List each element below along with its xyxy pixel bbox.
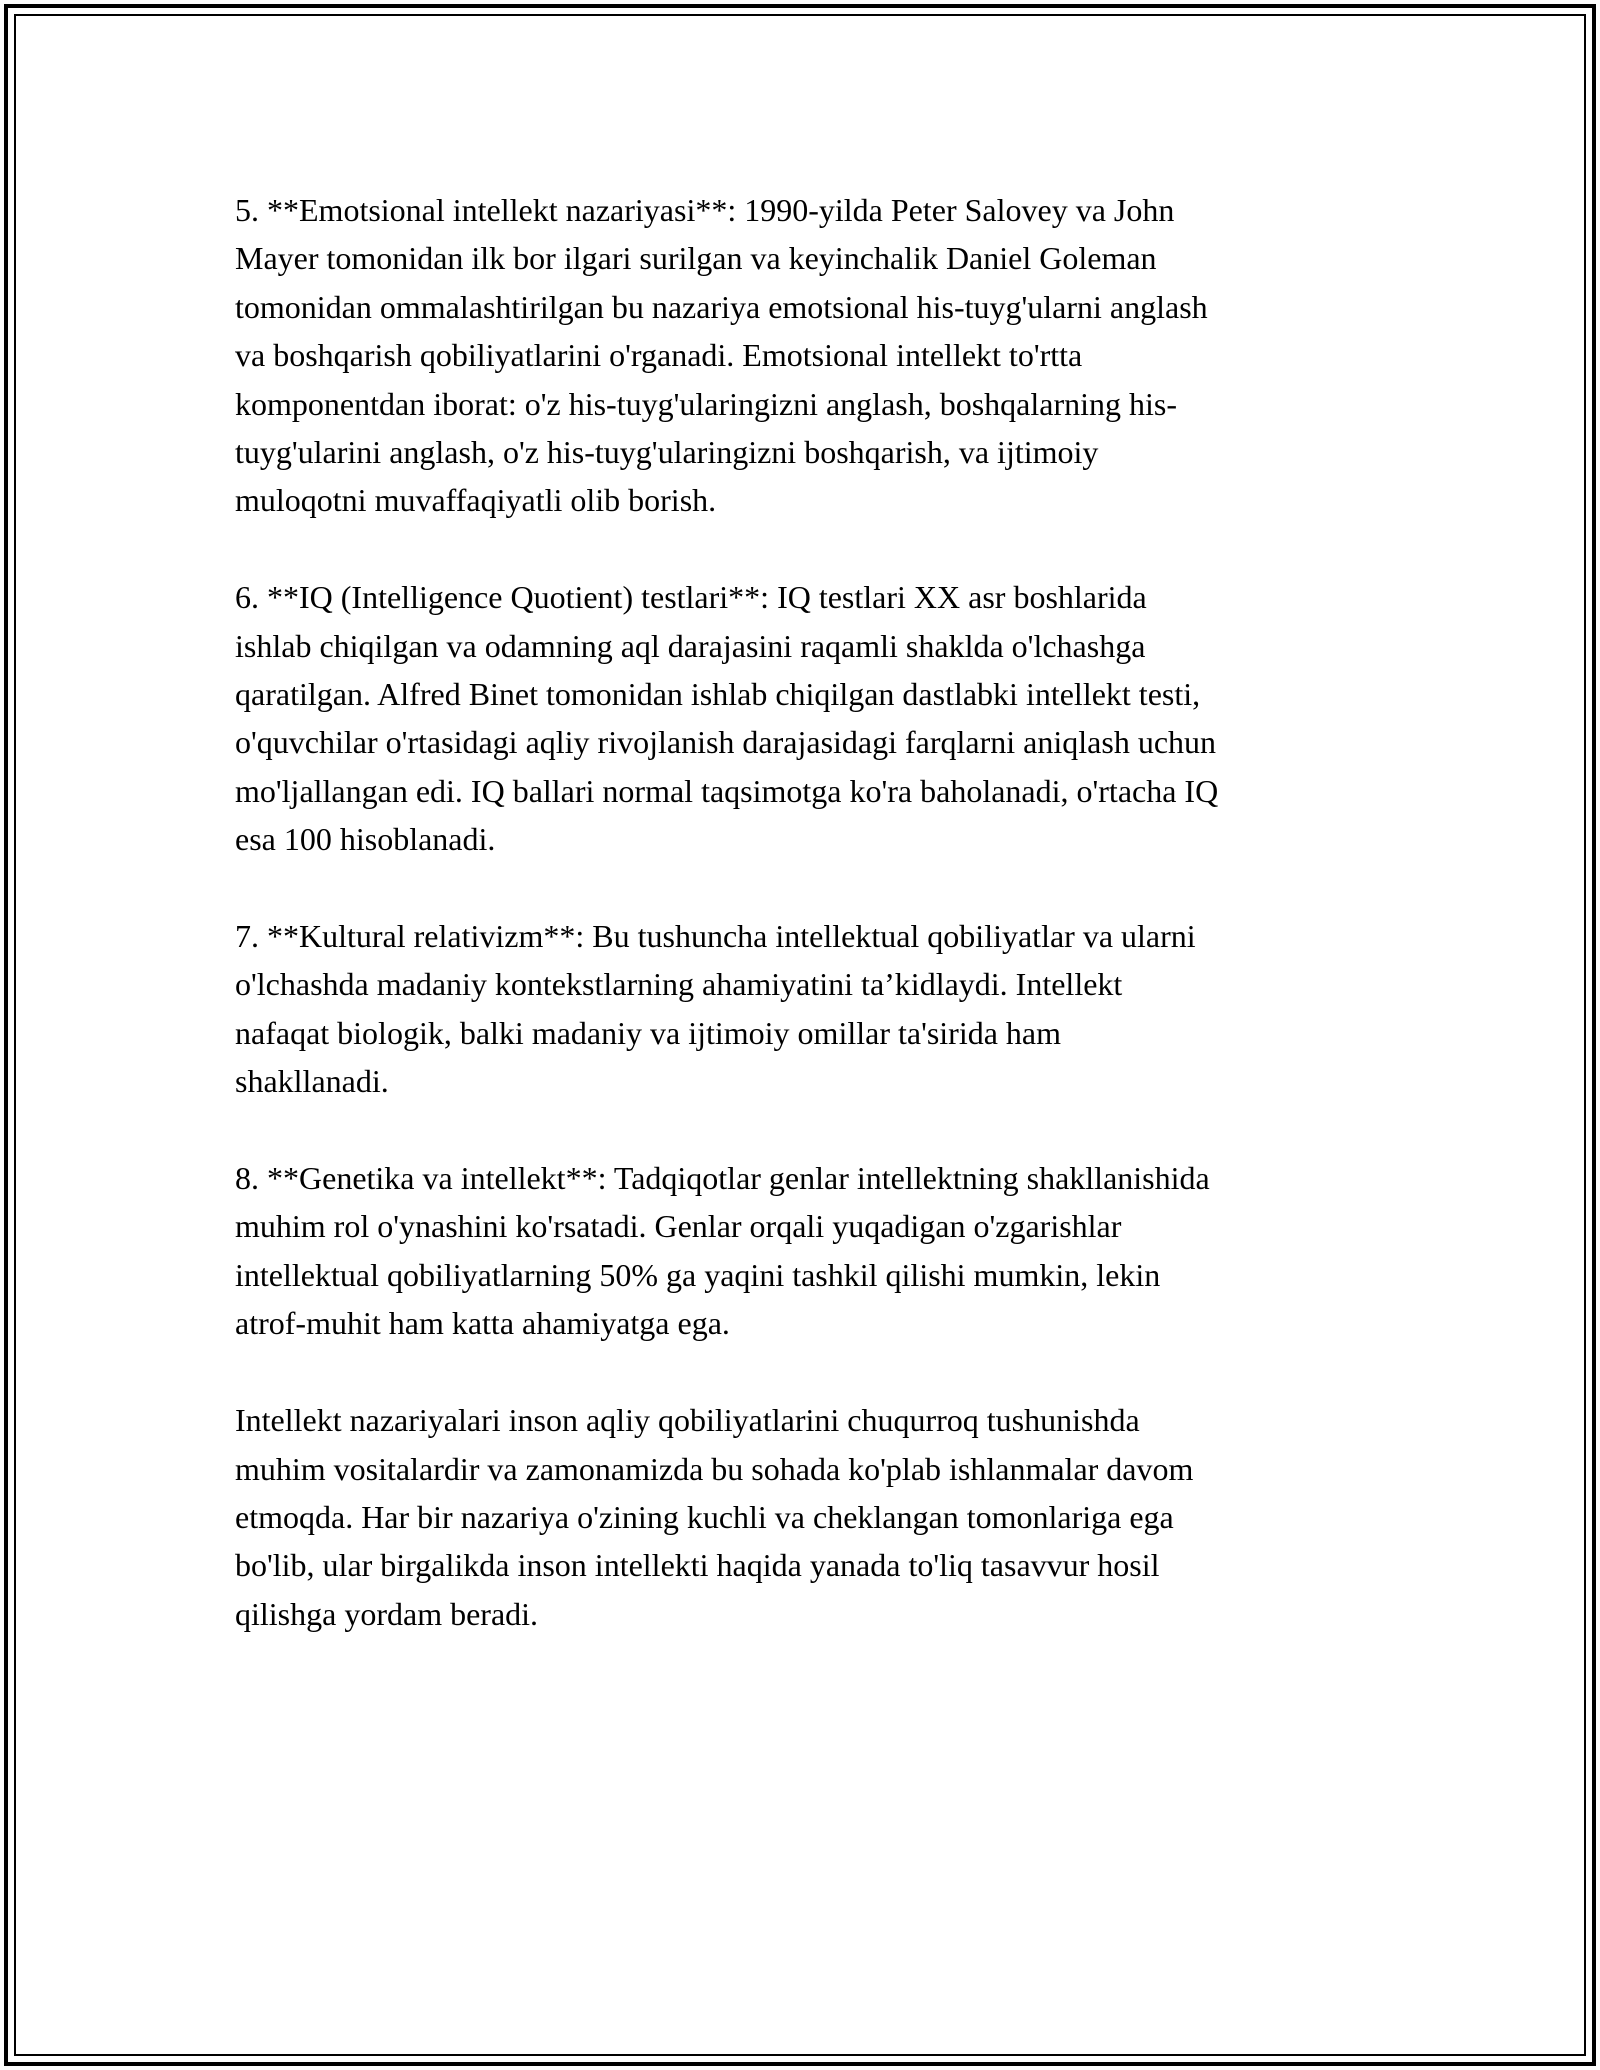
text-line: 5. **Emotsional intellekt nazariyasi**: 1990-yilda Peter Salovey va John: [235, 192, 1175, 228]
text-line: Mayer tomonidan ilk bor ilgari surilgan va keyinchalik Daniel Goleman: [235, 240, 1157, 277]
text-line: komponentdan iborat: o'z his-tuyg'ularingizni anglash, boshqalarning his-: [235, 385, 1178, 422]
text-line: muloqotni muvaffaqiyatli olib borish.: [235, 482, 717, 519]
text-line: muhim vositalardir va zamonamizda bu sohada ko'plab ishlanmalar davom: [235, 1450, 1194, 1487]
text-line: mo'ljallangan edi. IQ ballari normal taqsimotga ko'ra baholanadi, o'rtacha IQ: [235, 772, 1219, 809]
paragraph-genetics: [235, 1154, 1375, 1348]
text-line: o'lchashda madaniy kontekstlarning ahamiyatini ta’kidlaydi. Intellekt: [235, 966, 1123, 1003]
text-line: atrof-muhit ham katta ahamiyatga ega.: [235, 1305, 730, 1342]
text-line: Intellekt nazariyalari inson aqliy qobiliyatlarini chuqurroq tushunishda: [235, 1402, 1140, 1439]
text-line: 8. **Genetika va intellekt**: Tadqiqotlar genlar intellektning shakllanishida: [235, 1160, 1210, 1197]
text-line: muhim rol o'ynashini ko'rsatadi. Genlar orqali yuqadigan o'zgarishlar: [235, 1208, 1122, 1245]
text-line: tuyg'ularini anglash, o'z his-tuyg'ularingizni boshqarish, va ijtimoiy: [235, 434, 1099, 471]
text-line: va boshqarish qobiliyatlarini o'rganadi. Emotsional intellekt to'rtta: [235, 337, 1083, 374]
paragraph-emotional-intelligence: [235, 186, 1375, 525]
paragraph-iq-tests: [235, 573, 1375, 863]
text-line: 7. **Kultural relativizm**: Bu tushuncha intellektual qobiliyatlar va ularni: [235, 918, 1196, 955]
paragraph-conclusion: [235, 1396, 1375, 1638]
text-line: qaratilgan. Alfred Binet tomonidan ishlab chiqilgan dastlabki intellekt testi,: [235, 676, 1201, 713]
text-line: 6. **IQ (Intelligence Quotient) testlari**: IQ testlari XX asr boshlarida: [235, 579, 1147, 616]
document-body: [235, 186, 1375, 1687]
text-line: bo'lib, ular birgalikda inson intellekti haqida yanada to'liq tasavvur hosil: [235, 1547, 1160, 1584]
text-line: tomonidan ommalashtirilgan bu nazariya emotsional his-tuyg'ularni anglash: [235, 288, 1208, 325]
text-line: ishlab chiqilgan va odamning aql darajasini raqamli shaklda o'lchashga: [235, 627, 1146, 664]
text-line: o'quvchilar o'rtasidagi aqliy rivojlanish darajasidagi farqlarni aniqlash uchun: [235, 724, 1217, 761]
text-line: nafaqat biologik, balki madaniy va ijtimoiy omillar ta'sirida ham: [235, 1014, 1062, 1051]
text-line: shakllanadi.: [235, 1063, 389, 1100]
text-line: qilishga yordam beradi.: [235, 1595, 539, 1632]
paragraph-cultural-relativism: [235, 912, 1375, 1106]
text-line: etmoqda. Har bir nazariya o'zining kuchli va cheklangan tomonlariga ega: [235, 1498, 1174, 1535]
text-line: esa 100 hisoblanadi.: [235, 821, 496, 858]
text-line: intellektual qobiliyatlarning 50% ga yaqini tashkil qilishi mumkin, lekin: [235, 1256, 1161, 1293]
